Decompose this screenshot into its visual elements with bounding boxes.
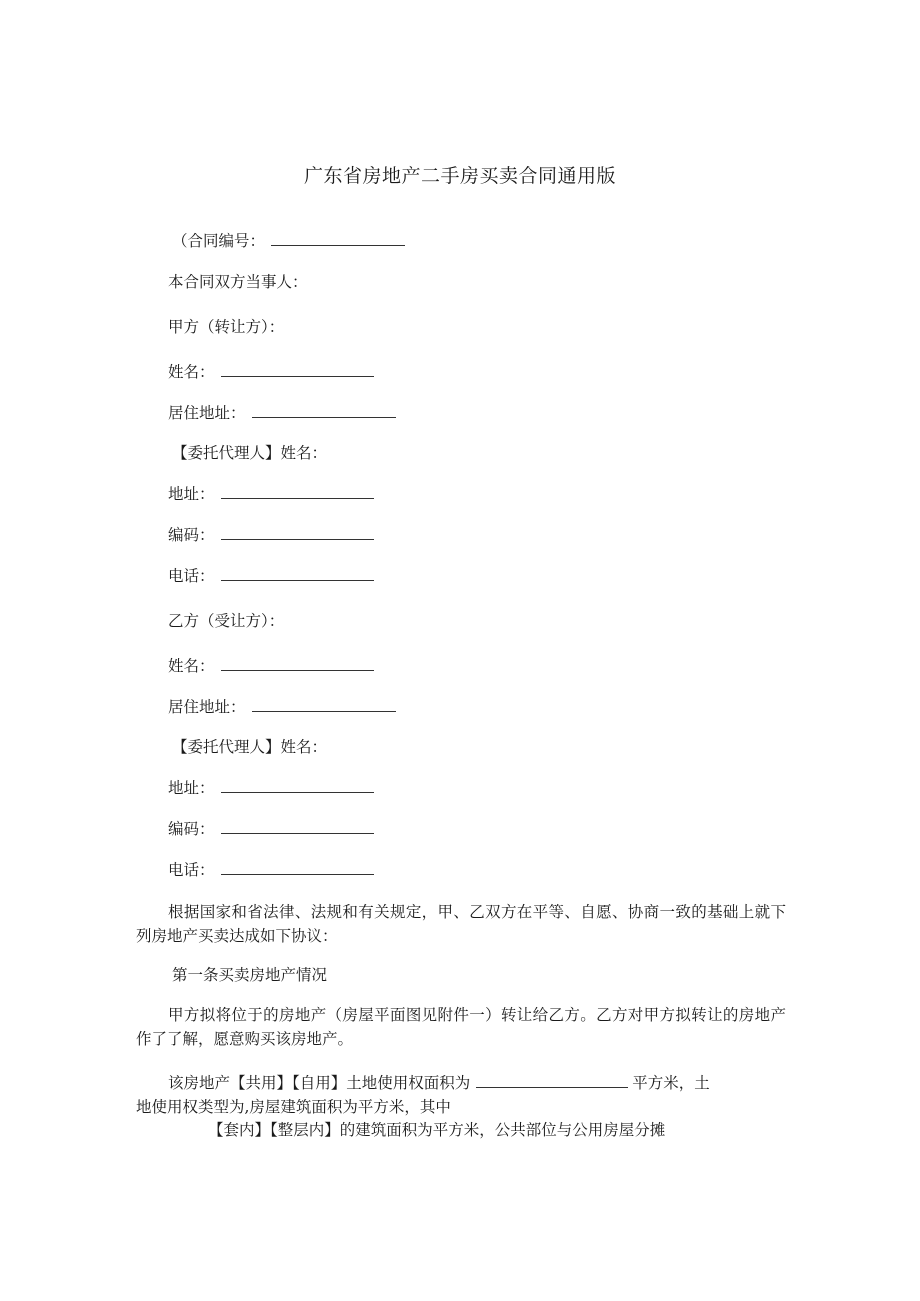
land-area-field[interactable] xyxy=(476,1073,628,1088)
party-a-name-label: 姓名： xyxy=(168,363,215,381)
party-a-agent-address-line xyxy=(168,484,374,504)
party-b-address-field[interactable] xyxy=(252,697,396,712)
party-b-agent-code-label: 编码： xyxy=(168,820,215,838)
party-b-address-line xyxy=(168,697,396,717)
party-a-name-field[interactable] xyxy=(221,362,374,377)
party-b-name-label: 姓名： xyxy=(168,657,215,675)
party-a-agent-phone-line xyxy=(168,566,374,586)
land-area-unit: 平方米，土 xyxy=(632,1074,710,1092)
parties-intro: 本合同双方当事人： xyxy=(168,273,308,291)
party-b-agent-line: 【委托代理人】姓名： xyxy=(172,738,328,756)
land-area-label: 该房地产【共用】【自用】土地使用权面积为 xyxy=(168,1074,471,1092)
party-a-agent-address-label: 地址： xyxy=(168,485,215,503)
party-b-agent-code-field[interactable] xyxy=(221,819,374,834)
preamble-paragraph: 根据国家和省法律、法规和有关规定，甲、乙双方在平等、自愿、协商一致的基础上就下列房地产买卖达成如下协议： xyxy=(136,903,786,945)
party-b-name-field[interactable] xyxy=(221,656,374,671)
article-1-title: 第一条买卖房地产情况 xyxy=(172,966,328,984)
contract-number-label: （合同编号： xyxy=(172,232,266,250)
party-b-heading: 乙方（受让方）： xyxy=(168,612,285,630)
party-a-agent-code-label: 编码： xyxy=(168,526,215,544)
party-b-address-label: 居住地址： xyxy=(168,698,246,716)
party-b-agent-address-field[interactable] xyxy=(221,778,374,793)
contract-number-line xyxy=(172,231,405,251)
party-b-agent-code-line xyxy=(168,819,374,839)
article-1-paragraph-2-line-1 xyxy=(168,1073,710,1093)
party-a-name-line xyxy=(168,362,374,382)
party-a-heading: 甲方（转让方）： xyxy=(168,318,285,336)
article-1-paragraph-2-line-2: 地使用权类型为,房屋建筑面积为平方米，其中 xyxy=(136,1098,451,1116)
party-b-agent-address-line xyxy=(168,778,374,798)
article-1-paragraph-2-line-3: 【套内】【整层内】的建筑面积为平方米，公共部位与公用房屋分摊 xyxy=(208,1121,666,1139)
party-b-agent-phone-field[interactable] xyxy=(221,860,374,875)
party-b-name-line xyxy=(168,656,374,676)
contract-number-field[interactable] xyxy=(271,231,405,246)
party-a-agent-address-field[interactable] xyxy=(221,484,374,499)
party-a-address-label: 居住地址： xyxy=(168,404,246,422)
party-b-agent-phone-line xyxy=(168,860,374,880)
party-a-agent-phone-field[interactable] xyxy=(221,566,374,581)
party-a-agent-phone-label: 电话： xyxy=(168,567,215,585)
party-a-address-line xyxy=(168,403,396,423)
document-title: 广东省房地产二手房买卖合同通用版 xyxy=(303,165,616,187)
party-a-agent-code-field[interactable] xyxy=(221,525,374,540)
party-b-agent-phone-label: 电话： xyxy=(168,861,215,879)
party-b-agent-address-label: 地址： xyxy=(168,779,215,797)
party-a-agent-line: 【委托代理人】姓名： xyxy=(172,444,328,462)
party-a-agent-code-line xyxy=(168,525,374,545)
party-a-address-field[interactable] xyxy=(252,403,396,418)
article-1-paragraph-1: 甲方拟将位于的房地产（房屋平面图见附件一）转让给乙方。乙方对甲方拟转让的房地产作了了解，愿意购买该房地产。 xyxy=(136,1006,786,1048)
